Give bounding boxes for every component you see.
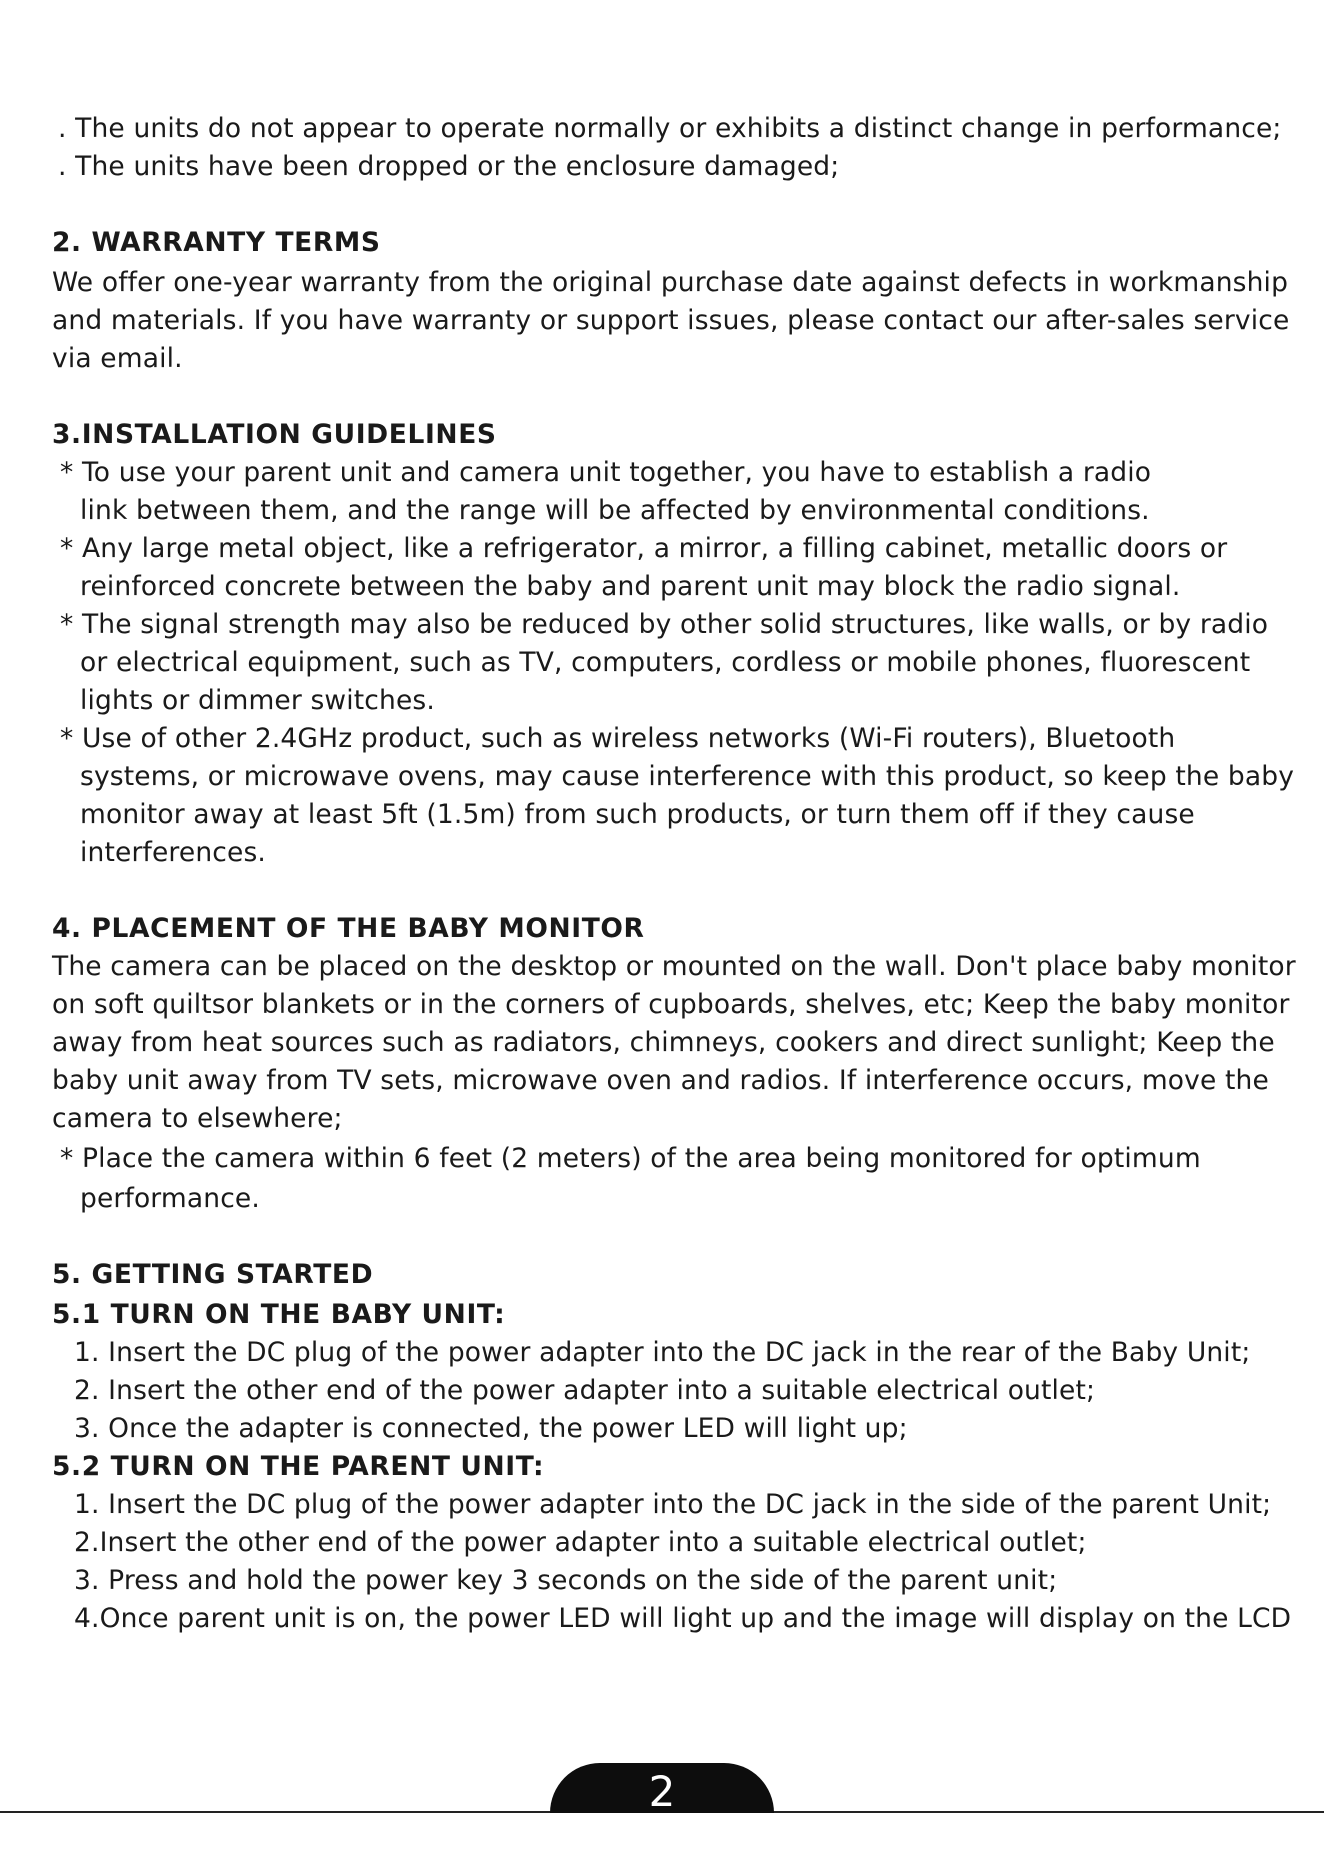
- section-heading-installation: 3.INSTALLATION GUIDELINES: [52, 419, 497, 450]
- placement-text: baby unit away from TV sets, microwave oven and radios. If interference occurs, move the: [52, 1065, 1269, 1096]
- warranty-text: and materials. If you have warranty or support issues, please contact our after-sales service: [52, 305, 1290, 336]
- subsection-heading-baby-unit: 5.1 TURN ON THE BABY UNIT:: [52, 1299, 506, 1330]
- placement-text: The camera can be placed on the desktop or mounted on the wall. Don't place baby monitor: [52, 951, 1296, 982]
- installation-bullet: * The signal strength may also be reduced by other solid structures, like walls, or by radio: [60, 609, 1269, 640]
- installation-bullet: * To use your parent unit and camera unit together, you have to establish a radio: [60, 457, 1152, 488]
- parent-unit-step: 4.Once parent unit is on, the power LED will light up and the image will display on the LCD: [74, 1603, 1292, 1634]
- installation-bullet-continued: reinforced concrete between the baby and parent unit may block the radio signal.: [80, 571, 1181, 602]
- parent-unit-step: 3. Press and hold the power key 3 seconds on the side of the parent unit;: [74, 1565, 1058, 1596]
- warranty-text: via email.: [52, 343, 183, 374]
- section-heading-warranty: 2. WARRANTY TERMS: [52, 227, 381, 258]
- placement-text: away from heat sources such as radiators, chimneys, cookers and direct sunlight; Keep the: [52, 1027, 1275, 1058]
- baby-unit-step: 3. Once the adapter is connected, the power LED will light up;: [74, 1413, 908, 1444]
- installation-bullet-continued: monitor away at least 5ft (1.5m) from such products, or turn them off if they cause: [80, 799, 1195, 830]
- installation-bullet-continued: interferences.: [80, 837, 266, 868]
- section-heading-getting-started: 5. GETTING STARTED: [52, 1259, 374, 1290]
- placement-bullet: * Place the camera within 6 feet (2 meters) of the area being monitored for optimum: [60, 1143, 1201, 1174]
- parent-unit-step: 1. Insert the DC plug of the power adapter into the DC jack in the side of the parent Unit;: [74, 1489, 1272, 1520]
- condition-item: . The units have been dropped or the enclosure damaged;: [58, 151, 840, 182]
- page-number-badge: [550, 1763, 774, 1816]
- baby-unit-step: 1. Insert the DC plug of the power adapter into the DC jack in the rear of the Baby Unit;: [74, 1337, 1251, 1368]
- section-heading-placement: 4. PLACEMENT OF THE BABY MONITOR: [52, 913, 645, 944]
- installation-bullet: * Use of other 2.4GHz product, such as wireless networks (Wi-Fi routers), Bluetooth: [60, 723, 1176, 754]
- installation-bullet: * Any large metal object, like a refrigerator, a mirror, a filling cabinet, metallic doors or: [60, 533, 1228, 564]
- placement-text: on soft quiltsor blankets or in the corners of cupboards, shelves, etc; Keep the baby monitor: [52, 989, 1290, 1020]
- installation-bullet-continued: systems, or microwave ovens, may cause interference with this product, so keep the baby: [80, 761, 1295, 792]
- warranty-text: We offer one-year warranty from the original purchase date against defects in workmanship: [52, 267, 1289, 298]
- condition-item: . The units do not appear to operate normally or exhibits a distinct change in performance;: [58, 113, 1282, 144]
- placement-bullet-continued: performance.: [80, 1183, 260, 1214]
- installation-bullet-continued: or electrical equipment, such as TV, computers, cordless or mobile phones, fluorescent: [80, 647, 1251, 678]
- baby-unit-step: 2. Insert the other end of the power adapter into a suitable electrical outlet;: [74, 1375, 1096, 1406]
- subsection-heading-parent-unit: 5.2 TURN ON THE PARENT UNIT:: [52, 1451, 545, 1482]
- installation-bullet-continued: link between them, and the range will be affected by environmental conditions.: [80, 495, 1150, 526]
- placement-text: camera to elsewhere;: [52, 1103, 343, 1134]
- parent-unit-step: 2.Insert the other end of the power adapter into a suitable electrical outlet;: [74, 1527, 1087, 1558]
- page-number: 2: [648, 1767, 676, 1816]
- installation-bullet-continued: lights or dimmer switches.: [80, 685, 435, 716]
